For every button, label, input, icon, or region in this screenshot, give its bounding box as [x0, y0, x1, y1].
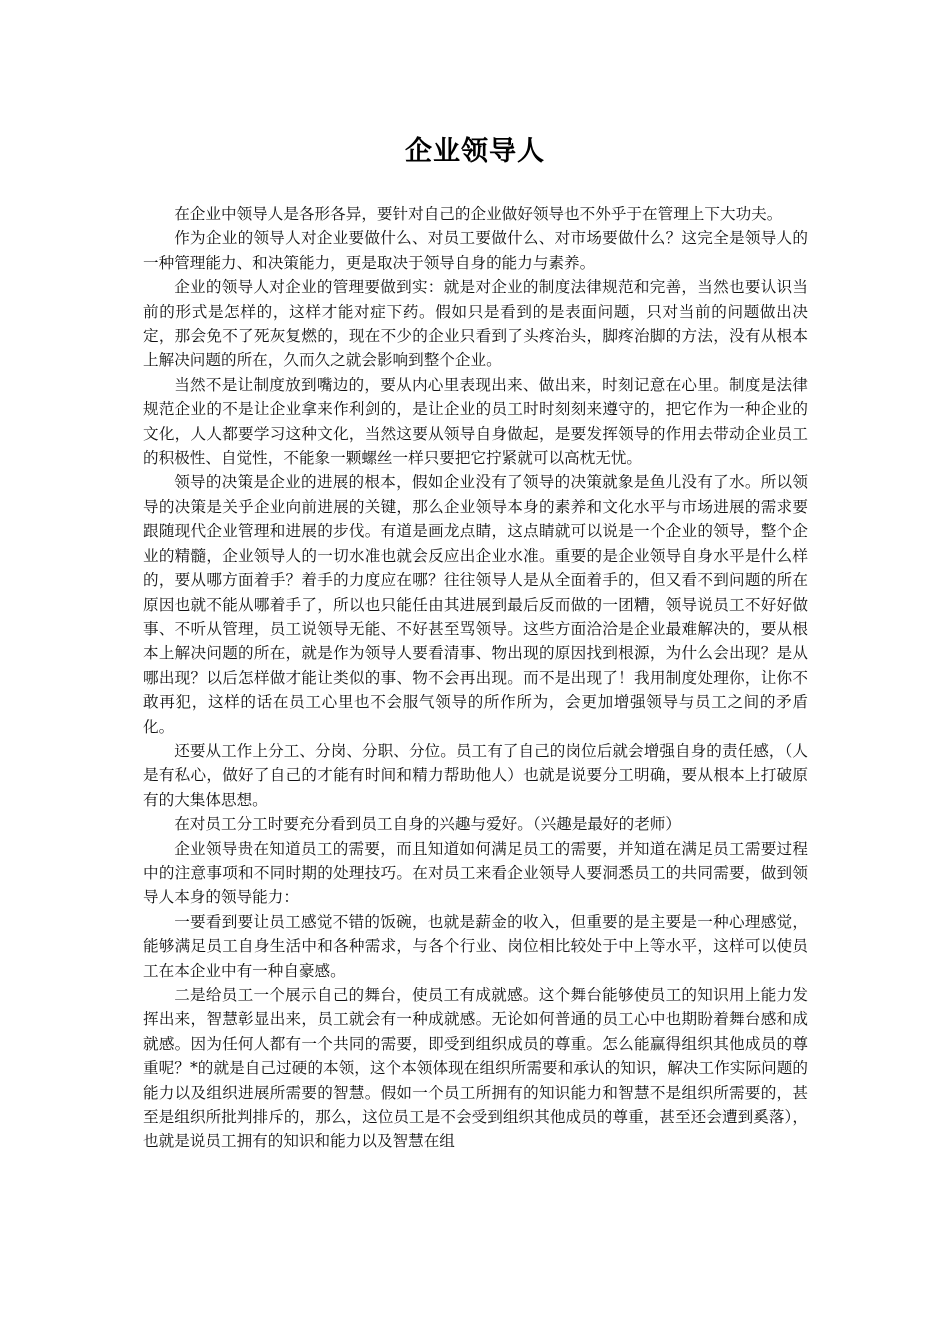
document-body [143, 202, 808, 1154]
paragraph-10: 二是给员工一个展示自己的舞台，使员工有成就感。这个舞台能够使员工的知识用上能力发挥出来，智慧彰显出来，员工就会有一种成就感。无论如何普通的员工心中也期盼着舞台感和成就感。因为任何人都有一个共同的需要，即受到组织成员的尊重。怎么能赢得组织其他成员的尊重呢？*的就是自己过硬的本领，这个本领体现在组织所需要和承认的知识，解决工作实际问题的能力以及组织进展所需要的智慧。假如一个员工所拥有的知识能力和智慧不是组织所需要的，甚至是组织所批判排斥的，那么，这位员工是不会受到组织其他成员的尊重，甚至还会遭到奚落），也就是说员工拥有的知识和能力以及智慧在组 [143, 986, 808, 1151]
paragraph-3: 企业的领导人对企业的管理要做到实：就是对企业的制度法律规范和完善，当然也要认识当前的形式是怎样的，这样才能对症下药。假如只是看到的是表面问题，只对当前的问题做出决定，那会免不了死灰复燃的，现在不少的企业只看到了头疼治头，脚疼治脚的方法，没有从根本上解决问题的所在，久而久之就会影响到整个企业。 [143, 278, 808, 370]
document-title: 企业领导人 [405, 136, 545, 167]
paragraph-9: 一要看到要让员工感觉不错的饭碗，也就是薪金的收入，但重要的是主要是一种心理感觉，能够满足员工自身生活中和各种需求，与各个行业、岗位相比较处于中上等水平，这样可以使员工在本企业中有一种自豪感。 [143, 912, 808, 980]
paragraph-8: 企业领导贵在知道员工的需要，而且知道如何满足员工的需要，并知道在满足员工需要过程中的注意事项和不同时期的处理技巧。在对员工来看企业领导人要洞悉员工的共同需要，做到领导人本身的领导能力： [143, 839, 808, 907]
paragraph-7: 在对员工分工时要充分看到员工自身的兴趣与爱好。（兴趣是最好的老师） [174, 815, 681, 834]
paragraph-6: 还要从工作上分工、分岗、分职、分位。员工有了自己的岗位后就会增强自身的责任感，（人是有私心，做好了自己的才能有时间和精力帮助他人）也就是说要分工明确，要从根本上打破原有的大集体思想。 [143, 741, 808, 809]
paragraph-5: 领导的决策是企业的进展的根本，假如企业没有了领导的决策就象是鱼儿没有了水。所以领导的决策是关乎企业向前进展的关键，那么企业领导本身的素养和文化水平与市场进展的需求要跟随现代企业管理和进展的步伐。有道是画龙点睛，这点睛就可以说是一个企业的领导，整个企业的精髓，企业领导人的一切水准也就会反应出企业水准。重要的是企业领导自身水平是什么样的，要从哪方面着手？着手的力度应在哪？往往领导人是从全面着手的，但又看不到问题的所在原因也就不能从哪着手了，所以也只能任由其进展到最后反而做的一团糟，领导说员工不好好做事、不听从管理，员工说领导无能、不好甚至骂领导。这些方面洽洽是企业最难解决的，要从根本上解决问题的所在，就是作为领导人要看清事、物出现的原因找到根源，为什么会出现？是从哪出现？以后怎样做才能让类似的事、物不会再出现。而不是出现了！我用制度处理你，让你不敢再犯，这样的话在员工心里也不会服气领导的所作所为，会更加增强领导与员工之间的矛盾化。 [143, 473, 808, 736]
paragraph-1: 在企业中领导人是各形各异，要针对自己的企业做好领导也不外乎于在管理上下大功夫。 [174, 205, 783, 223]
paragraph-2: 作为企业的领导人对企业要做什么、对员工要做什么、对市场要做什么？这完全是领导人的一种管理能力、和决策能力，更是取决于领导自身的能力与素养。 [143, 229, 808, 272]
paragraph-4: 当然不是让制度放到嘴边的，要从内心里表现出来、做出来，时刻记意在心里。制度是法律规范企业的不是让企业拿来作利剑的，是让企业的员工时时刻刻来遵守的，把它作为一种企业的文化，人人都要学习这种文化，当然这要从领导自身做起，是要发挥领导的作用去带动企业员工的积极性、自觉性，不能象一颗螺丝一样只要把它拧紧就可以高枕无忧。 [143, 375, 808, 468]
